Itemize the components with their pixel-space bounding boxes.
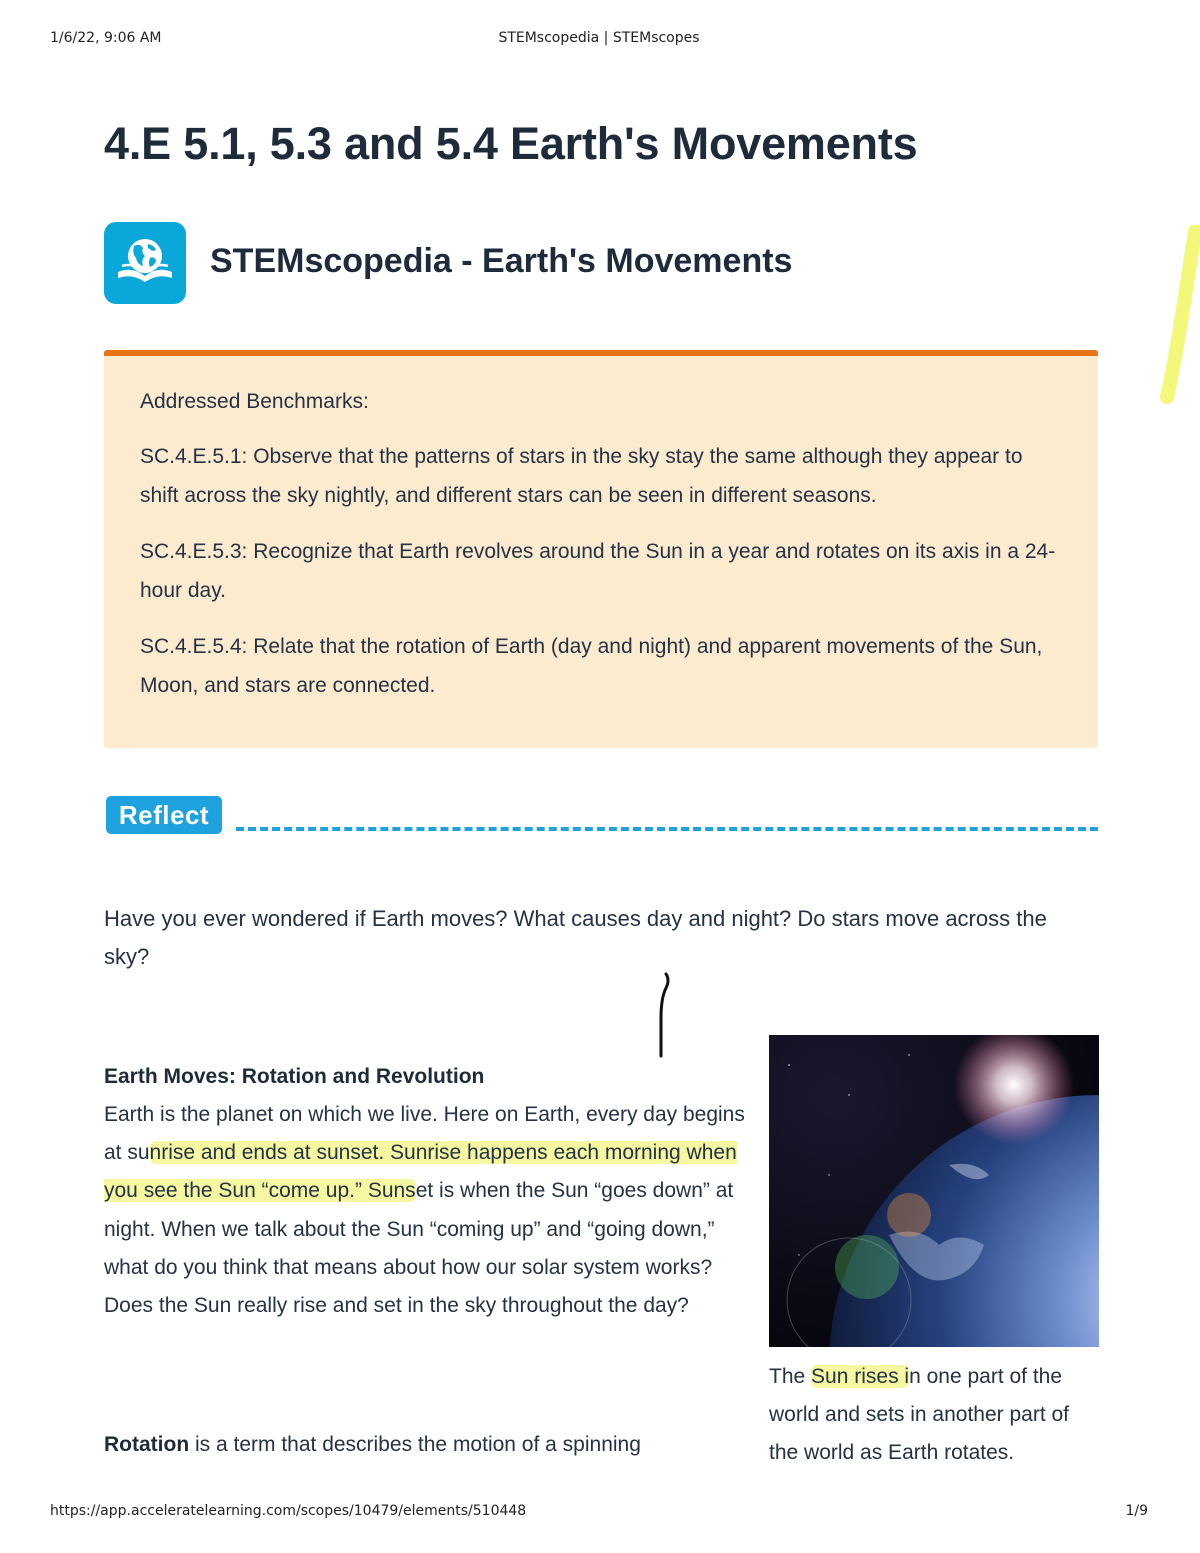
paragraph-text: et is when the Sun “goes down” at night. When we talk about the Sun “coming up” and “going down,” what do you think that means about how our solar system works? Does the Sun really rise and set in the sky throughout the day? xyxy=(104,1179,734,1318)
reflect-divider xyxy=(236,827,1098,831)
benchmark-item: SC.4.E.5.3: Recognize that Earth revolves around the Sun in a year and rotates on its axis in a 24-hour day. xyxy=(140,540,1056,602)
section-heading: Earth Moves: Rotation and Revolution xyxy=(104,1065,485,1088)
highlighter-annotation-mark xyxy=(1155,225,1200,405)
benchmark-item: SC.4.E.5.1: Observe that the patterns of stars in the sky stay the same although they appear to shift across the sky nightly, and different stars can be seen in different seasons. xyxy=(140,445,1023,507)
print-page-title: STEMscopedia | STEMscopes xyxy=(498,30,700,46)
page-title: 4.E 5.1, 5.3 and 5.4 Earth's Movements xyxy=(104,118,918,169)
benchmark-item: SC.4.E.5.4: Relate that the rotation of Earth (day and night) and apparent movements of the Sun, Moon, and stars are connected. xyxy=(140,635,1043,697)
benchmarks-box xyxy=(104,350,1098,748)
print-header xyxy=(50,30,1148,50)
globe-book-icon xyxy=(104,222,186,304)
print-footer xyxy=(50,1503,1148,1523)
rotation-text: is a term that describes the motion of a spinning xyxy=(189,1433,641,1456)
print-url: https://app.acceleratelearning.com/scopes/10479/elements/510448 xyxy=(50,1503,527,1519)
caption-text: The xyxy=(769,1365,812,1388)
print-datetime: 1/6/22, 9:06 AM xyxy=(50,30,162,46)
paragraph-text: Earth is the planet on which we live. Here on Earth, every day begins at su xyxy=(104,1103,745,1165)
highlighted-text: Sun rises i xyxy=(811,1365,910,1388)
image-caption xyxy=(769,1358,1099,1472)
benchmarks-heading: Addressed Benchmarks: xyxy=(140,390,369,413)
article-body xyxy=(104,1058,754,1325)
print-page-number: 1/9 xyxy=(1125,1503,1148,1519)
paragraph xyxy=(104,1096,754,1325)
reflect-badge: Reflect xyxy=(106,796,222,834)
rotation-term: Rotation xyxy=(104,1433,190,1456)
pen-annotation-mark xyxy=(650,970,680,1060)
highlighted-text: nrise and ends at sunset. Sunrise happens each morning when you see the Sun “come up.” Suns xyxy=(104,1141,737,1203)
reflect-question: Have you ever wondered if Earth moves? What causes day and night? Do stars move across the sky? xyxy=(104,906,1047,969)
rotation-paragraph xyxy=(104,1426,754,1464)
earth-from-space-image xyxy=(769,1035,1099,1347)
caption-text: n one part of the world and sets in another part of the world as Earth rotates. xyxy=(769,1365,1070,1464)
stemscopedia-title: STEMscopedia - Earth's Movements xyxy=(210,242,793,280)
reflect-section-header xyxy=(104,796,1098,840)
